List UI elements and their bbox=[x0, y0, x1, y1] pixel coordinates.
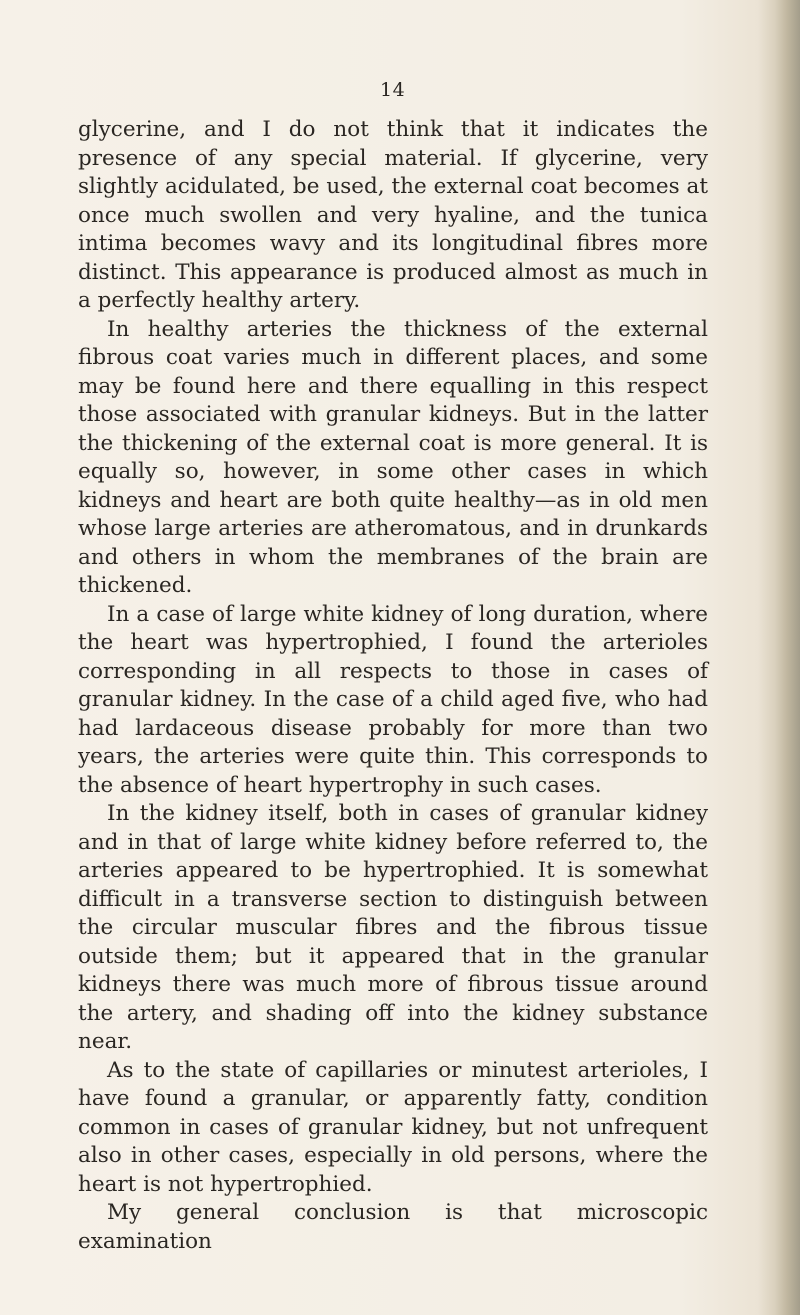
body-text bbox=[78, 116, 708, 1256]
paragraph-5: As to the state of capillaries or minutest arterioles, I have found a granular, or apparently fatty, condition common in cases of granular kidney, but not unfrequent also in other cases, especially in old persons, where the heart is not hypertrophied. bbox=[78, 1057, 708, 1197]
paragraph-3: In a case of large white kidney of long duration, where the heart was hypertrophied, I found the arterioles corresponding in all respects to those in cases of granular kidney. In the case of a child aged five, who had had lardaceous disease probably for more than two years, the arteries were quite thin. This corresponds to the absence of heart hypertrophy in such cases. bbox=[78, 601, 708, 798]
page-edge-shadow bbox=[758, 0, 800, 1315]
paragraph-4: In the kidney itself, both in cases of granular kidney and in that of large white kidney before referred to, the arteries appeared to be hypertrophied. It is somewhat difficult in a transverse section to distinguish between the circular muscular fibres and the fibrous tissue outside them; but it appeared that in the granular kidneys there was much more of fibrous tissue around the artery, and shading off into the kidney substance near. bbox=[78, 801, 708, 1054]
paragraph-6: My general conclusion is that microscopic examination bbox=[78, 1200, 708, 1254]
page-number: 14 bbox=[380, 79, 406, 101]
paragraph-2: In healthy arteries the thickness of the external fibrous coat varies much in different places, and some may be found here and there equalling in this respect those associated with granular kidneys. But in the latter the thickening of the external coat is more general. It is equally so, however, in some other cases in which kidneys and heart are both quite healthy—as in old men whose large arteries are atheromatous, and in drunkards and others in whom the membranes of the brain are thickened. bbox=[78, 316, 708, 598]
paragraph-1: glycerine, and I do not think that it indicates the presence of any special material. If glycerine, very slightly acidulated, be used, the external coat becomes at once much swollen and very hyaline, and the tunica intima becomes wavy and its longitudinal fibres more distinct. This appearance is produced almost as much in a perfectly healthy artery. bbox=[78, 117, 708, 313]
